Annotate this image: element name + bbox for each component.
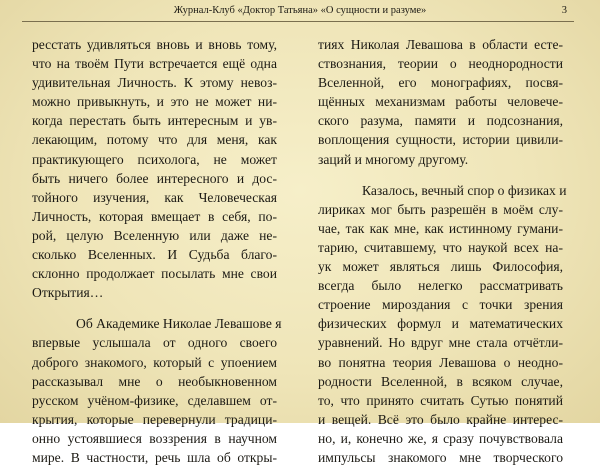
text-line: впервые услышала от одного своего bbox=[32, 335, 277, 351]
header-divider bbox=[22, 21, 574, 22]
text-line: лириках мог быть разрешён в моём слу- bbox=[318, 201, 563, 217]
text-line: ресстать удивляться вновь и вновь тому, bbox=[32, 37, 277, 52]
text-line: тойного изучения, как Человеческая bbox=[32, 189, 277, 205]
text-line: родности Вселенной, в всяком случае, bbox=[318, 373, 563, 389]
paragraph-gap bbox=[318, 169, 563, 181]
text-line: онно устоявшиеся воззрения в научном bbox=[32, 430, 277, 446]
text-line: импульсы знакомого мне творческого bbox=[318, 449, 563, 465]
text-line: рассказывал мне о необыкновенном bbox=[32, 373, 277, 389]
text-line: тарию, считавшему, что наукой всех на- bbox=[318, 239, 563, 255]
paragraph-gap bbox=[32, 302, 277, 314]
paragraph bbox=[318, 35, 563, 169]
running-header: Журнал-Клуб «Доктор Татьяна» «О сущности и разуме» bbox=[173, 5, 427, 16]
text-line: щённых механизмам работы человече- bbox=[318, 94, 563, 110]
text-line: рой, целую Вселенную или даже не- bbox=[32, 227, 277, 243]
text-line: сколько Вселенных. И Судьба благо- bbox=[32, 247, 277, 263]
text-line: во понятна теория Левашова о неодно- bbox=[318, 354, 563, 370]
text-line: то, что принято считать Сутью понятий bbox=[318, 392, 563, 408]
paragraph bbox=[32, 35, 277, 302]
text-line: Личность, которая вмещает в себя, по- bbox=[32, 208, 277, 224]
text-line: крытия, которые перевернули традици- bbox=[32, 411, 277, 427]
text-line: ствознания, теории о неоднородности bbox=[318, 56, 563, 72]
text-line: мире. В частности, речь шла об откры- bbox=[32, 449, 277, 465]
text-line: когда перестать быть интересным и ув- bbox=[32, 113, 277, 129]
text-line: заций и многому другому. bbox=[318, 151, 469, 167]
text-line: воплощения сущности, истории цивили- bbox=[318, 132, 563, 148]
text-line: строение мироздания с точки зрения bbox=[318, 297, 563, 313]
text-line: Открытия… bbox=[32, 285, 104, 301]
text-line: ского разума, памяти и подсознания, bbox=[318, 113, 563, 129]
text-line: Казалось, вечный спор о физиках и bbox=[362, 182, 567, 198]
text-line: ук может являться лишь Философия, bbox=[318, 259, 563, 275]
text-line: лекающим, потому что для меня, как bbox=[32, 132, 277, 148]
paragraph bbox=[318, 181, 567, 467]
right-column bbox=[318, 35, 567, 467]
text-line: быть ничего более интересного и дос- bbox=[32, 170, 277, 186]
text-line: и вещей. Всё это было крайне интерес- bbox=[318, 411, 563, 427]
text-line: Вселенной, его монографиях, посвя- bbox=[318, 75, 563, 91]
text-line: можно привыкнуть, и это не может ни- bbox=[32, 94, 277, 110]
text-line: физических формул и математических bbox=[318, 316, 563, 332]
page-number: 3 bbox=[561, 5, 567, 16]
text-line: склонно продолжает посылать мне свои bbox=[32, 266, 277, 282]
text-line: что на твоём Пути встречается ещё одна bbox=[32, 56, 277, 72]
text-line: всегда было нелегко рассматривать bbox=[318, 278, 563, 294]
text-line: русском учёном-физике, сделавшем от- bbox=[32, 392, 277, 408]
text-line: удивительная Личность. К этому невоз- bbox=[32, 75, 277, 91]
text-line: тиях Николая Левашова в области есте- bbox=[318, 37, 563, 52]
text-line: доброго знакомого, который с упоением bbox=[32, 354, 277, 370]
left-column bbox=[32, 35, 282, 467]
text-line: но, и, конечно же, я сразу почувствовала bbox=[318, 430, 563, 446]
text-line: уравнений. Но вдруг мне стала отчётли- bbox=[318, 335, 563, 351]
paragraph bbox=[32, 314, 282, 467]
text-line: Об Академике Николае Левашове я bbox=[76, 316, 282, 332]
text-line: практикующего психолога, не может bbox=[32, 151, 277, 167]
text-line: чае, так как мне, как истинному гумани- bbox=[318, 220, 563, 236]
